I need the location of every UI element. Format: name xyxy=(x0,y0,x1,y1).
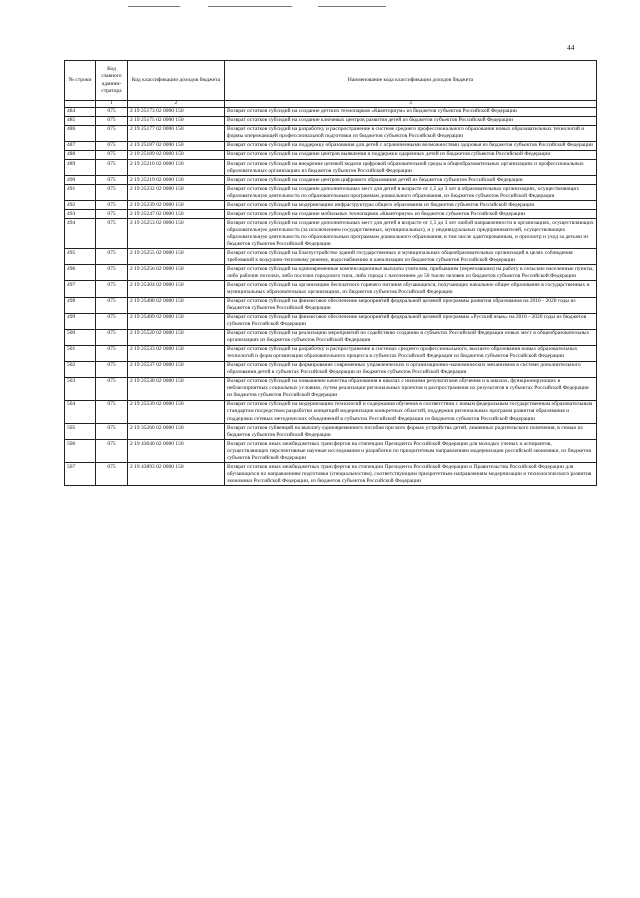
row-number: 487 xyxy=(65,141,96,150)
admin-code: 075 xyxy=(96,219,128,249)
table-row xyxy=(65,176,597,185)
row-number: 497 xyxy=(65,281,96,297)
row-number: 501 xyxy=(65,345,96,361)
admin-code: 075 xyxy=(96,297,128,313)
row-number: 492 xyxy=(65,201,96,210)
code-name: Возврат остатков субсидий на формирование современных управленческих и организационно-экономических механизмов в системе дополнительного образования детей в субъектах Российской Федерации из бюджетов субъектов Российской Федерации xyxy=(225,361,597,377)
admin-code: 075 xyxy=(96,400,128,423)
code-name: Возврат остатков субсидий на создание детских технопарков «Кванториум» из бюджетов субъектов Российской Федерации xyxy=(225,107,597,116)
column-number: 3 xyxy=(225,101,597,108)
classification-code: 2 19 25539 02 0000 150 xyxy=(128,400,225,423)
code-name: Возврат остатков субсидий на поддержку образования для детей с ограниченными возможностями здоровья из бюджетов субъектов Российской Федерации xyxy=(225,141,597,150)
classification-code: 2 19 25210 02 0000 150 xyxy=(128,160,225,176)
admin-code: 075 xyxy=(96,160,128,176)
admin-code: 075 xyxy=(96,440,128,463)
admin-code: 075 xyxy=(96,116,128,125)
admin-code: 075 xyxy=(96,345,128,361)
classification-code: 2 19 25247 02 0000 150 xyxy=(128,210,225,219)
admin-code: 075 xyxy=(96,176,128,185)
code-name: Возврат остатков субсидий на разработку и распространение в системе среднего профессионального образования новых образовательных технологий и формы опережающей профессиональной подготовки из бюджетов субъектов Российской Федерации xyxy=(225,125,597,141)
table-row xyxy=(65,297,597,313)
admin-code: 075 xyxy=(96,377,128,400)
classification-code: 2 19 25175 02 0000 150 xyxy=(128,116,225,125)
table-row xyxy=(65,210,597,219)
table-row xyxy=(65,201,597,210)
code-name: Возврат остатков субсидий на создание центров цифрового образования детей из бюджетов субъектов Российской Федерации xyxy=(225,176,597,185)
classification-code: 2 19 25173 02 0000 150 xyxy=(128,107,225,116)
code-name: Возврат остатков субсидий на модернизацию инфраструктуры общего образования из бюджетов субъектов Российской Федерации xyxy=(225,201,597,210)
row-number: 484 xyxy=(65,107,96,116)
row-number: 504 xyxy=(65,400,96,423)
row-number: 496 xyxy=(65,265,96,281)
table-body xyxy=(65,107,597,485)
scan-edge-line xyxy=(128,6,180,7)
column-number: 1 xyxy=(96,101,128,108)
row-number: 507 xyxy=(65,463,96,486)
row-number: 505 xyxy=(65,424,96,440)
classification-code: 2 19 25187 02 0000 150 xyxy=(128,141,225,150)
admin-code: 075 xyxy=(96,265,128,281)
code-name: Возврат остатков субсидий на единовременные компенсационные выплаты учителям, прибывшим (переехавшим) на работу в сельские населенные пункты, либо рабочие поселки, либо поселки городского типа, либо города с населением до 50 тысяч человек из бюджетов субъектов Российской Федерации xyxy=(225,265,597,281)
classification-code: 2 19 25239 02 0000 150 xyxy=(128,201,225,210)
code-name: Возврат остатков иных межбюджетных трансфертов на стипендии Президента Российской Федерации и Правительства Российской Федерации для обучающихся по направлениям подготовки (специальностям), соответствующим приоритетным направлениям модернизации и технологического развития экономики Российской Федерации, из бюджетов субъектов Российской Федерации xyxy=(225,463,597,486)
classification-code: 2 19 25520 02 0000 150 xyxy=(128,329,225,345)
admin-code: 075 xyxy=(96,281,128,297)
admin-code: 075 xyxy=(96,424,128,440)
admin-code: 075 xyxy=(96,463,128,486)
code-name: Возврат остатков субвенций на выплату единовременного пособия при всех формах устройства детей, лишенных родительского попечения, в семью из бюджетов субъектов Российской Федерации xyxy=(225,424,597,440)
admin-code: 075 xyxy=(96,329,128,345)
classification-code: 2 19 43893 02 0000 150 xyxy=(128,463,225,486)
classification-code: 2 19 25232 02 0000 150 xyxy=(128,185,225,201)
table-row xyxy=(65,400,597,423)
table-row xyxy=(65,424,597,440)
column-number-row xyxy=(65,101,597,108)
table-row xyxy=(65,265,597,281)
classification-code: 2 19 35260 02 0000 150 xyxy=(128,424,225,440)
header-admin-code: Код главного админи-стратора xyxy=(96,61,128,101)
code-name: Возврат остатков субсидий на повышение качества образования в школах с низкими результатами обучения и в школах, функционирующих в неблагоприятных социальных условиях, путем реализации региональных проектов и распространения их результатов в субъектах Российской Федерации из бюджетов субъектов Российской Федерации xyxy=(225,377,597,400)
table-row xyxy=(65,281,597,297)
page-number: 44 xyxy=(567,43,575,52)
admin-code: 075 xyxy=(96,313,128,329)
row-number: 495 xyxy=(65,249,96,265)
header-code-name: Наименование кода классификации доходов бюджета xyxy=(225,61,597,101)
table-row xyxy=(65,361,597,377)
classification-code: 2 19 43046 02 0000 150 xyxy=(128,440,225,463)
classification-code: 2 19 25256 02 0000 150 xyxy=(128,265,225,281)
row-number: 493 xyxy=(65,210,96,219)
table-row xyxy=(65,125,597,141)
classification-code: 2 19 25253 02 0000 150 xyxy=(128,219,225,249)
code-name: Возврат остатков субсидий на создание дополнительных мест для детей в возрасте от 1,5 до 3 лет любой направленности в организациях, осуществляющих образовательную деятельность (за исключением государственных, муниципальных), и у индивидуальных предпринимателей, осуществляющих образовательную деятельность по образовательным программам дошкольного образования, в том числе адаптированным, и присмотр и уход за детьми из бюджетов субъектов Российской Федерации xyxy=(225,219,597,249)
admin-code: 075 xyxy=(96,185,128,201)
code-name: Возврат остатков субсидий на благоустройство зданий государственных и муниципальных общеобразовательных организаций в целях соблюдения требований к воздушно-тепловому режиму, водоснабжению и канализации из бюджетов субъектов Российской Федерации xyxy=(225,249,597,265)
row-number: 489 xyxy=(65,160,96,176)
table-row xyxy=(65,116,597,125)
row-number: 502 xyxy=(65,361,96,377)
admin-code: 075 xyxy=(96,141,128,150)
classification-code: 2 19 25538 02 0000 150 xyxy=(128,377,225,400)
admin-code: 075 xyxy=(96,150,128,159)
row-number: 485 xyxy=(65,116,96,125)
admin-code: 075 xyxy=(96,249,128,265)
row-number: 491 xyxy=(65,185,96,201)
table-row xyxy=(65,377,597,400)
code-name: Возврат остатков субсидий на финансовое обеспечение мероприятий федеральной целевой программы развития образования на 2016 - 2020 годы из бюджетов субъектов Российской Федерации xyxy=(225,297,597,313)
classification-code: 2 19 25219 02 0000 150 xyxy=(128,176,225,185)
classification-code: 2 19 25498 02 0000 150 xyxy=(128,297,225,313)
row-number: 494 xyxy=(65,219,96,249)
admin-code: 075 xyxy=(96,107,128,116)
classification-code: 2 19 25537 02 0000 150 xyxy=(128,361,225,377)
classification-code: 2 19 25255 02 0000 150 xyxy=(128,249,225,265)
code-name: Возврат остатков субсидий на создание дополнительных мест для детей в возрасте от 1,5 до 3 лет в образовательных организациях, осуществляющих образовательную деятельность по образовательным программам дошкольного образования, из бюджетов субъектов Российской Федерации xyxy=(225,185,597,201)
table-row xyxy=(65,463,597,486)
header-row xyxy=(65,61,597,101)
table-row xyxy=(65,440,597,463)
table-row xyxy=(65,160,597,176)
row-number: 498 xyxy=(65,297,96,313)
header-row-number: № строки xyxy=(65,61,96,101)
header-classification-code: Код классификации доходов бюджета xyxy=(128,61,225,101)
table-row xyxy=(65,313,597,329)
scan-edge-line xyxy=(208,6,292,7)
table-row xyxy=(65,150,597,159)
column-number: 2 xyxy=(128,101,225,108)
row-number: 486 xyxy=(65,125,96,141)
row-number: 499 xyxy=(65,313,96,329)
code-name: Возврат остатков субсидий на модернизацию технологий и содержания обучения в соответствии с новым федеральным государственным образовательным стандартом посредством разработки концепций модернизации конкретных областей, поддержки региональных программ развития образования и поддержки сетевых методических объединений в субъектах Российской Федерации из бюджетов субъектов Российской Федерации xyxy=(225,400,597,423)
code-name: Возврат остатков субсидий на организацию бесплатного горячего питания обучающихся, получающих начальное общее образование в государственных и муниципальных образовательных организациях, из бюджетов субъектов Российской Федерации xyxy=(225,281,597,297)
admin-code: 075 xyxy=(96,125,128,141)
table-row xyxy=(65,345,597,361)
table-row xyxy=(65,107,597,116)
code-name: Возврат остатков субсидий на создание центров выявления и поддержки одаренных детей из бюджетов субъектов Российской Федерации xyxy=(225,150,597,159)
classification-code: 2 19 25177 02 0000 150 xyxy=(128,125,225,141)
row-number: 488 xyxy=(65,150,96,159)
code-name: Возврат остатков субсидий на внедрение целевой модели цифровой образовательной среды в общеобразовательных организациях и профессиональных образовательных организациях из бюджетов субъектов Российской Федерации xyxy=(225,160,597,176)
table-row xyxy=(65,329,597,345)
admin-code: 075 xyxy=(96,361,128,377)
classification-code: 2 19 25189 02 0000 150 xyxy=(128,150,225,159)
table-row xyxy=(65,185,597,201)
code-name: Возврат остатков субсидий на создание мобильных технопарков «Кванториум» из бюджетов субъектов Российской Федерации xyxy=(225,210,597,219)
code-name: Возврат остатков субсидий на реализацию мероприятий по содействию созданию в субъектах Российской Федерации новых мест в общеобразовательных организациях из бюджетов субъектов Российской Федерации xyxy=(225,329,597,345)
code-name: Возврат остатков иных межбюджетных трансфертов на стипендии Президента Российской Федерации для молодых ученых и аспирантов, осуществляющих перспективные научные исследования и разработки по приоритетным направлениям модернизации российской экономики, из бюджетов субъектов Российской Федерации xyxy=(225,440,597,463)
code-name: Возврат остатков субсидий на создание ключевых центров развития детей из бюджетов субъектов Российской Федерации xyxy=(225,116,597,125)
code-name: Возврат остатков субсидий на финансовое обеспечение мероприятий федеральной целевой программы «Русский язык» на 2016 - 2020 годы из бюджетов субъектов Российской Федерации xyxy=(225,313,597,329)
code-name: Возврат остатков субсидий на разработку и распространение в системах среднего профессионального, высшего образования новых образовательных технологий и форм организации образовательного процесса в субъектах Российской Федерации из бюджетов субъектов Российской Федерации xyxy=(225,345,597,361)
classification-code: 2 19 25304 02 0000 150 xyxy=(128,281,225,297)
admin-code: 075 xyxy=(96,210,128,219)
income-codes-table xyxy=(64,60,597,486)
row-number: 500 xyxy=(65,329,96,345)
table-row xyxy=(65,219,597,249)
classification-code: 2 19 25499 02 0000 150 xyxy=(128,313,225,329)
row-number: 506 xyxy=(65,440,96,463)
scan-edge-line xyxy=(318,6,386,7)
admin-code: 075 xyxy=(96,201,128,210)
classification-code: 2 19 25533 02 0000 150 xyxy=(128,345,225,361)
column-number-blank xyxy=(65,101,96,108)
table-row xyxy=(65,141,597,150)
row-number: 503 xyxy=(65,377,96,400)
row-number: 490 xyxy=(65,176,96,185)
table-row xyxy=(65,249,597,265)
